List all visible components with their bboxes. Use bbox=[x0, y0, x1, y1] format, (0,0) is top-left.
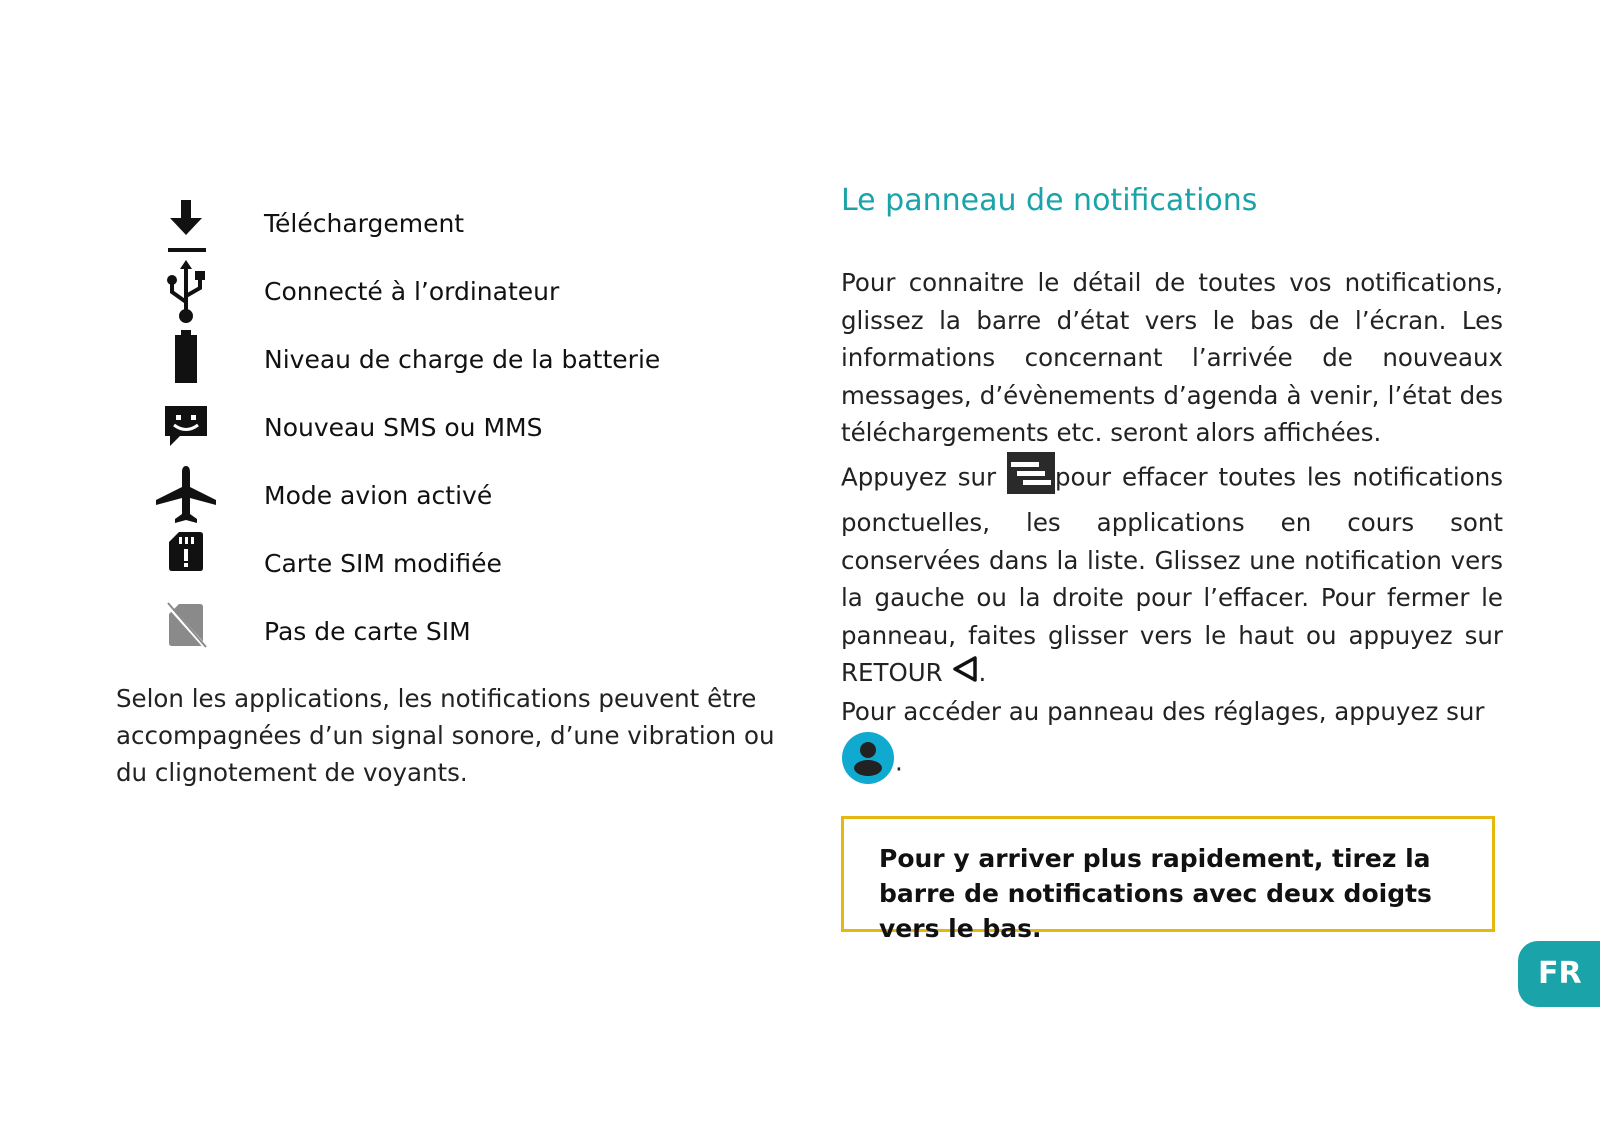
icon-row-no-sim bbox=[150, 598, 710, 666]
icon-label: Connecté à l’ordinateur bbox=[264, 277, 560, 306]
text-fragment: . bbox=[978, 658, 987, 687]
language-tab: FR bbox=[1518, 941, 1600, 1007]
icon-label: Pas de carte SIM bbox=[264, 617, 471, 646]
text-fragment: . bbox=[895, 747, 903, 776]
tip-box bbox=[841, 816, 1495, 943]
sms-icon bbox=[150, 394, 222, 462]
notification-alerts-paragraph: Selon les applications, les notifications peuvent être accompagnées d’un signal sonore, d’une vibration ou du clignotement de voyants. bbox=[116, 684, 775, 787]
user-profile-icon bbox=[841, 731, 895, 796]
text-fragment: Appuyez sur bbox=[841, 461, 1007, 491]
section-title: Le panneau de notifications bbox=[841, 183, 1258, 218]
clear-all-icon bbox=[1007, 452, 1055, 505]
text-fragment: Pour accéder au panneau des réglages, appuyez sur bbox=[841, 697, 1485, 727]
paragraph-clear bbox=[841, 452, 1503, 694]
download-icon bbox=[150, 190, 222, 258]
icon-row-usb bbox=[150, 258, 710, 326]
status-icon-list bbox=[150, 190, 710, 666]
back-icon bbox=[951, 655, 979, 694]
icon-row-airplane bbox=[150, 462, 710, 530]
icon-label: Carte SIM modifiée bbox=[264, 549, 502, 578]
icon-row-sim-changed bbox=[150, 530, 710, 598]
tip-text: Pour y arriver plus rapidement, tirez la barre de notifications avec deux doigts vers le bas. bbox=[879, 844, 1432, 943]
icon-label: Nouveau SMS ou MMS bbox=[264, 413, 543, 442]
battery-icon bbox=[150, 326, 222, 394]
icon-row-sms bbox=[150, 394, 710, 462]
icon-label: Niveau de charge de la batterie bbox=[264, 345, 661, 374]
usb-icon bbox=[150, 258, 222, 326]
icon-row-battery bbox=[150, 326, 710, 394]
icon-label: Téléchargement bbox=[264, 209, 465, 238]
paragraph-settings bbox=[841, 693, 1503, 795]
sim-alert-icon bbox=[150, 530, 222, 598]
icon-label: Mode avion activé bbox=[264, 481, 493, 510]
no-sim-icon bbox=[150, 598, 222, 666]
paragraph-details: Pour connaitre le détail de toutes vos notifications, glissez la barre d’état vers le bas de l’écran. Les informations concernant l’arrivée de nouveaux messages, d’évènements d’agenda à venir, l’état des téléchargements etc. seront alors affichées. bbox=[841, 268, 1503, 447]
airplane-icon bbox=[150, 462, 222, 530]
text-fragment: pour effacer toutes les notifications ponctuelles, les applications en cours sont conservées dans la liste. Glissez une notification vers la gauche ou la droite pour l’effacer. Pour fermer le panneau, faites glisser vers le haut ou appuyez sur RETOUR bbox=[841, 461, 1503, 687]
notification-panel-text bbox=[841, 264, 1503, 795]
icon-row-download bbox=[150, 190, 710, 258]
